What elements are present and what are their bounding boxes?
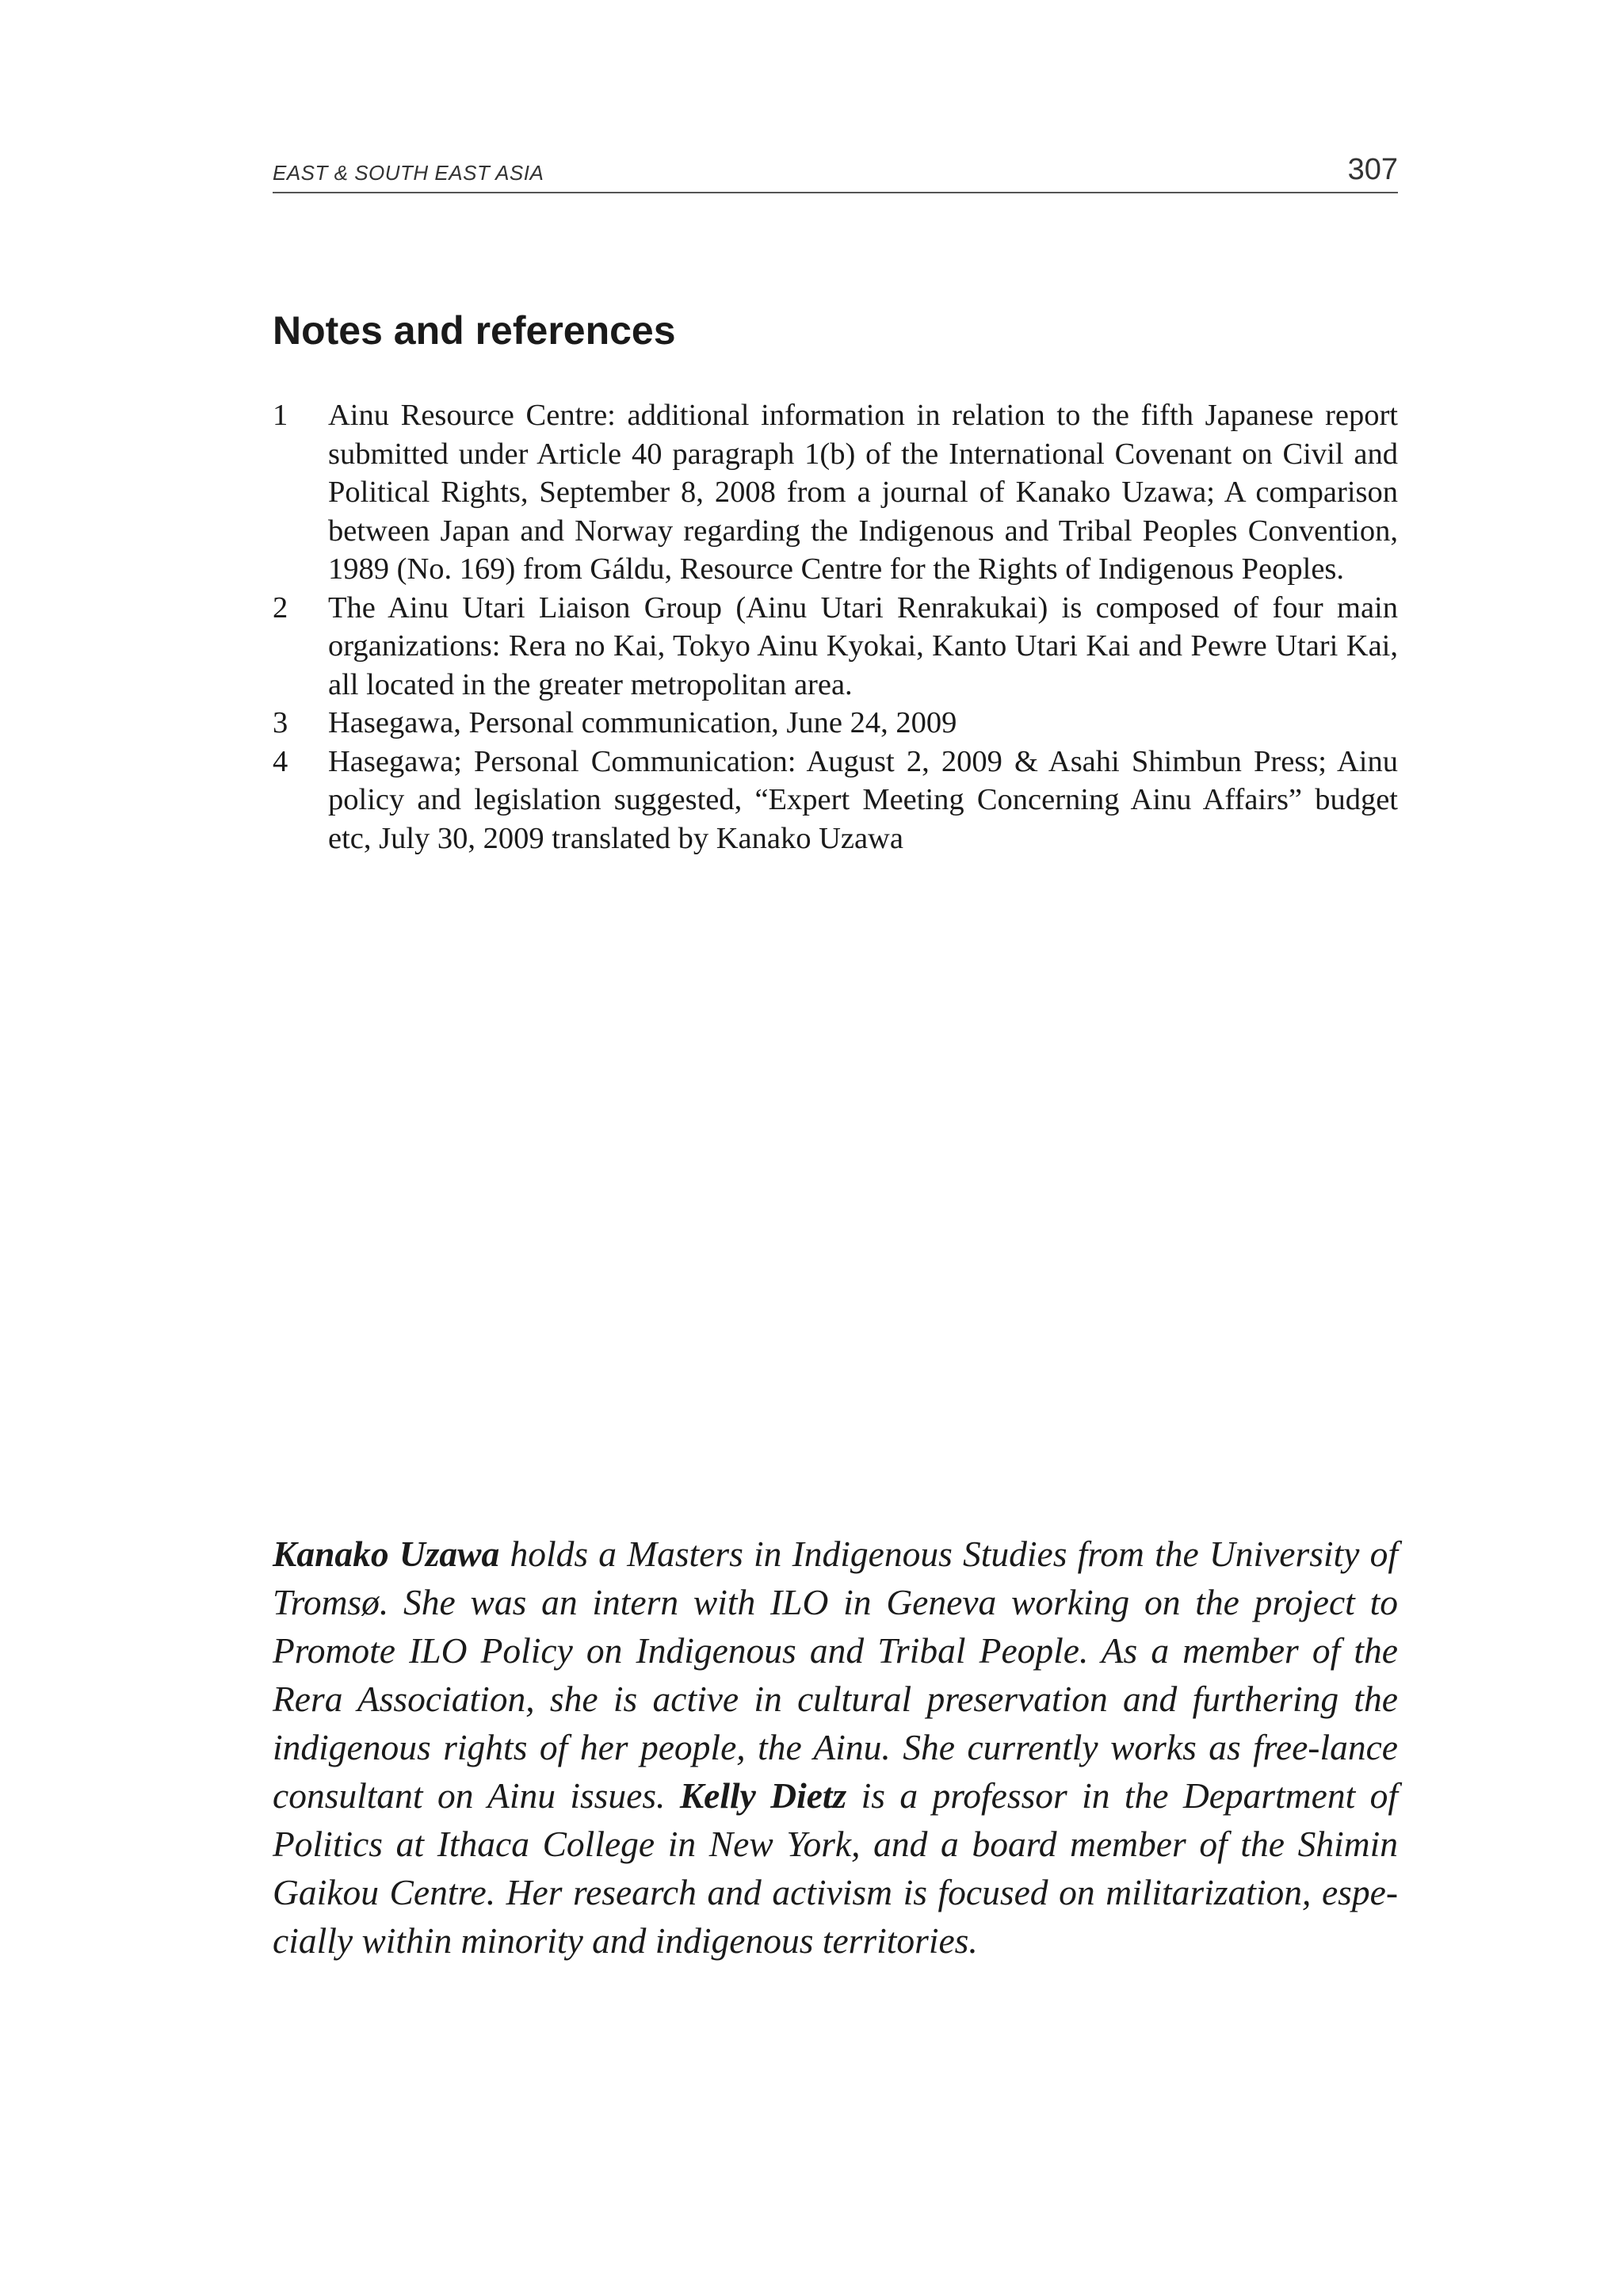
note-item xyxy=(273,589,1398,705)
note-number: 4 xyxy=(273,744,288,778)
note-text: Hasegawa; Personal Communication: August 2, 2009 & Asahi Shimbun Press; Ainu policy and legislation suggested, “Expert Meeting Concerning Ainu Affairs” budget etc, July 30, 2009 translated by Kanako Uzawa xyxy=(328,744,1398,855)
note-text: The Ainu Utari Liaison Group (Ainu Utari Renrakukai) is composed of four main organizations: Rera no Kai, Tokyo Ainu Kyokai, Kanto Utari Kai and Pewre Utari Kai, all located in the greater metropolitan area. xyxy=(328,590,1398,701)
author-name-kanako-uzawa: Kanako Uzawa xyxy=(273,1534,500,1574)
author-bio xyxy=(273,1530,1398,1965)
note-number: 3 xyxy=(273,706,288,739)
section-label: EAST & SOUTH EAST ASIA xyxy=(273,161,544,185)
note-number: 1 xyxy=(273,399,288,432)
notes-list xyxy=(273,396,1398,858)
note-text: Hasegawa, Personal communication, June 24, 2009 xyxy=(328,706,957,739)
note-item xyxy=(273,704,1398,743)
note-item xyxy=(273,743,1398,858)
notes-heading: Notes and references xyxy=(273,308,676,353)
note-text: Ainu Resource Centre: additional information in relation to the fifth Japanese report submitted under Article 40 paragraph 1(b) of the International Covenant on Civil and Political Rights, September 8, 2008 from a journal of Kanako Uzawa; A comparison between Japan and Norway regarding the Indigenous and Tribal Peoples Convention, 1989 (No. 169) from Gáldu, Resource Centre for the Rights of Indigenous Peoples. xyxy=(328,399,1398,586)
page-number: 307 xyxy=(1347,153,1398,186)
author-bio-text-2: is a professor in the Department of Politics at Ithaca College in New York, and a board member of the Shimin Gaikou Centre. Her research and activism is focused on militarization, especially within minority and indigenous territories. xyxy=(273,1775,1398,1961)
author-bio-text-1: holds a Masters in Indigenous Studies from the University of Tromsø. She was an intern with ILO in Geneva working on the project to Promote ILO Policy on Indigenous and Tribal People. As a member of the Rera Association, she is active in cultural preservation and furthering the indigenous rights of her people, the Ainu. She currently works as free-lance consultant on Ainu issues. xyxy=(273,1534,1398,1816)
running-header xyxy=(273,151,1398,193)
author-name-kelly-dietz: Kelly Dietz xyxy=(679,1775,847,1816)
note-number: 2 xyxy=(273,590,288,625)
note-item xyxy=(273,396,1398,589)
